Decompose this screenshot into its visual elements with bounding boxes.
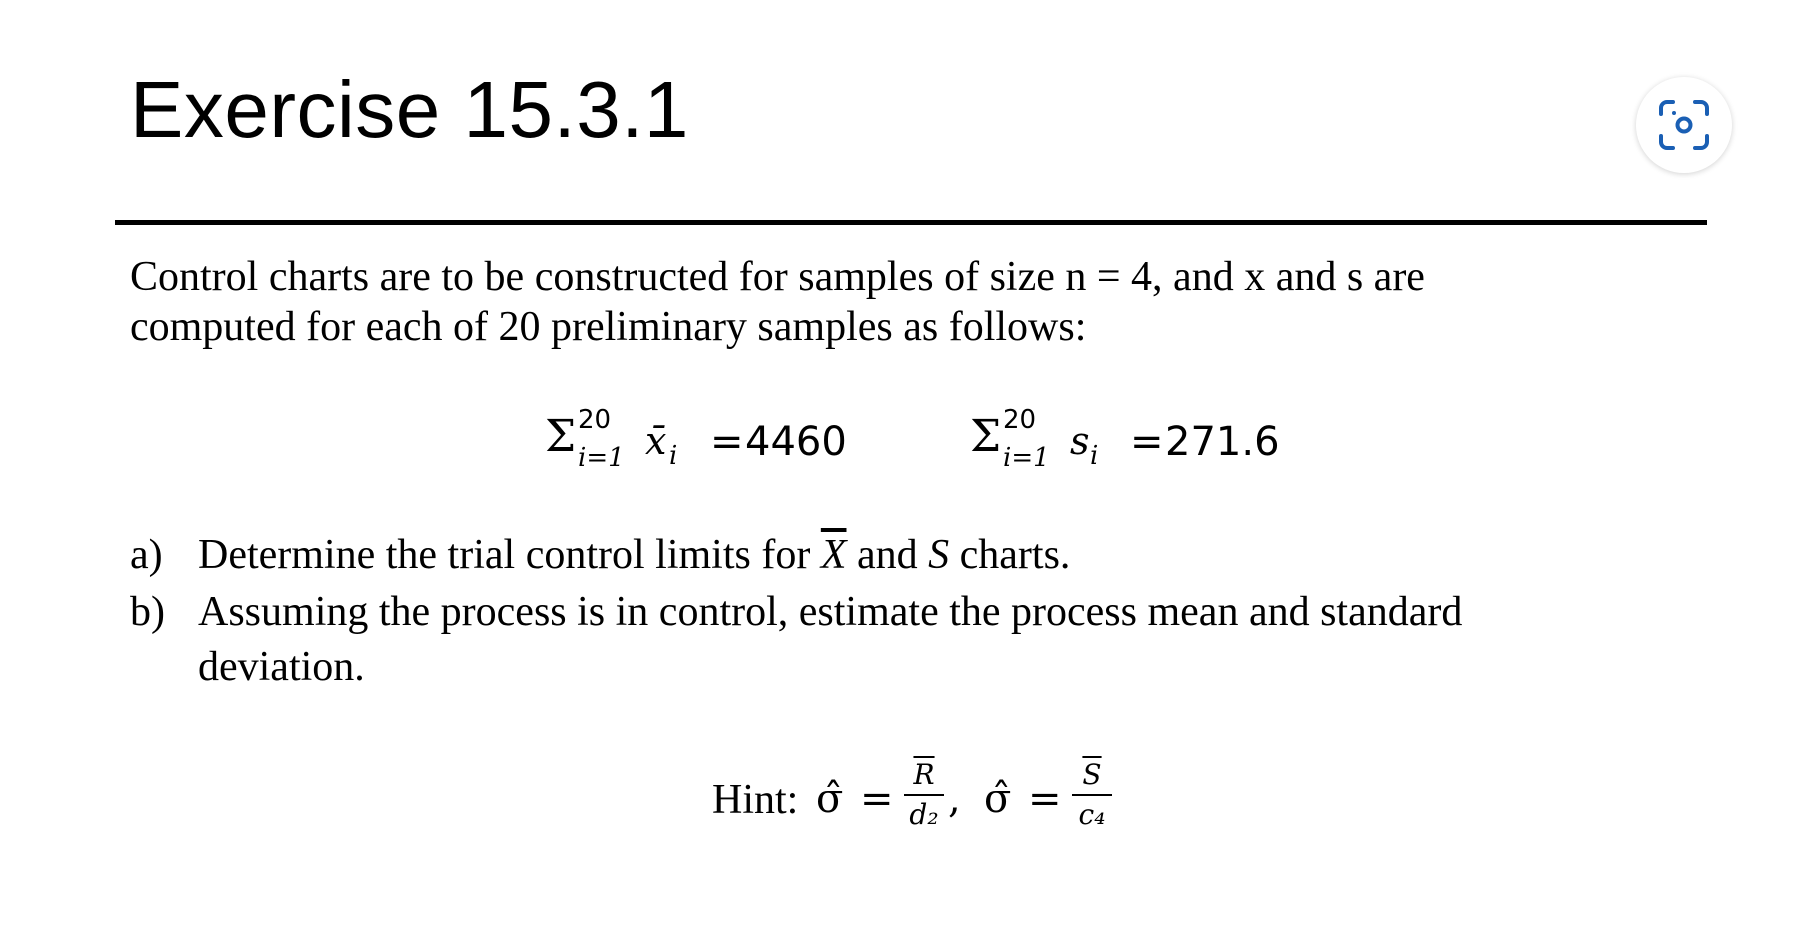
question-a-text-2: and (846, 532, 929, 578)
question-b-text-line-2: deviation. (198, 644, 365, 690)
sum-s-variable-sub: i (1090, 441, 1099, 471)
list-marker: a) (130, 532, 163, 578)
sum-xbar-lower: i=1 (578, 443, 625, 473)
sum-xbar-equals: = (710, 419, 744, 465)
hint-equals-1: = (860, 776, 894, 822)
sum-xbar-variable-sub: i (669, 441, 678, 471)
sum-s-upper: 20 (1003, 405, 1037, 435)
title-divider (115, 220, 1707, 225)
question-b-text: Assuming the process is in control, estimate the process mean and standard (198, 589, 1463, 635)
sum-s-variable: s (1070, 419, 1090, 463)
sum-s-equals: = (1130, 419, 1164, 465)
question-a-text-3: charts. (949, 532, 1071, 578)
list-marker: b) (130, 589, 165, 635)
sum-xbar-upper: 20 (578, 405, 612, 435)
list-item (130, 528, 1690, 583)
fraction-s-bar-over-c4 (1072, 758, 1112, 832)
list-item (130, 585, 1690, 695)
sum-s-sigma: Σ (970, 411, 1002, 462)
fraction-bar (904, 794, 944, 796)
hint-label: Hint: (712, 777, 799, 823)
sum-s-equation (970, 405, 1290, 475)
hint-formula (712, 758, 1132, 848)
s-symbol: S (928, 532, 950, 578)
sum-s-value: 271.6 (1165, 419, 1280, 465)
page-title: Exercise 15.3.1 (130, 65, 689, 154)
hint-equals-2: = (1028, 776, 1062, 822)
hint-comma: , (948, 776, 961, 822)
sum-s-lower: i=1 (1003, 443, 1050, 473)
visual-search-icon (1657, 98, 1711, 152)
visual-search-button[interactable] (1636, 77, 1732, 173)
problem-intro (130, 252, 1690, 352)
x-bar-symbol: $\overline{X}$ (820, 532, 847, 578)
sum-xbar-value: 4460 (745, 419, 847, 465)
fraction-denominator: d₂ (909, 798, 939, 831)
sum-xbar-variable: x̄ (645, 419, 667, 463)
fraction-numerator: $\overline{R}$ (913, 758, 935, 791)
problem-intro-line-1: Control charts are to be constructed for samples of size n = 4, and x and s are (130, 254, 1425, 300)
question-list (130, 528, 1690, 695)
problem-intro-line-2: computed for each of 20 preliminary samples as follows: (130, 304, 1087, 350)
fraction-bar (1072, 794, 1112, 796)
fraction-numerator: $\overline{S}$ (1082, 758, 1102, 791)
fraction-r-bar-over-d2 (904, 758, 944, 832)
sum-xbar-equation (545, 405, 865, 475)
sigma-hat-1: σ̂ (816, 776, 844, 822)
sum-xbar-sigma: Σ (545, 411, 577, 462)
question-a-text-1: Determine the trial control limits for (198, 532, 821, 578)
sigma-hat-2: σ̂ (984, 776, 1012, 822)
fraction-denominator: c₄ (1078, 798, 1106, 831)
